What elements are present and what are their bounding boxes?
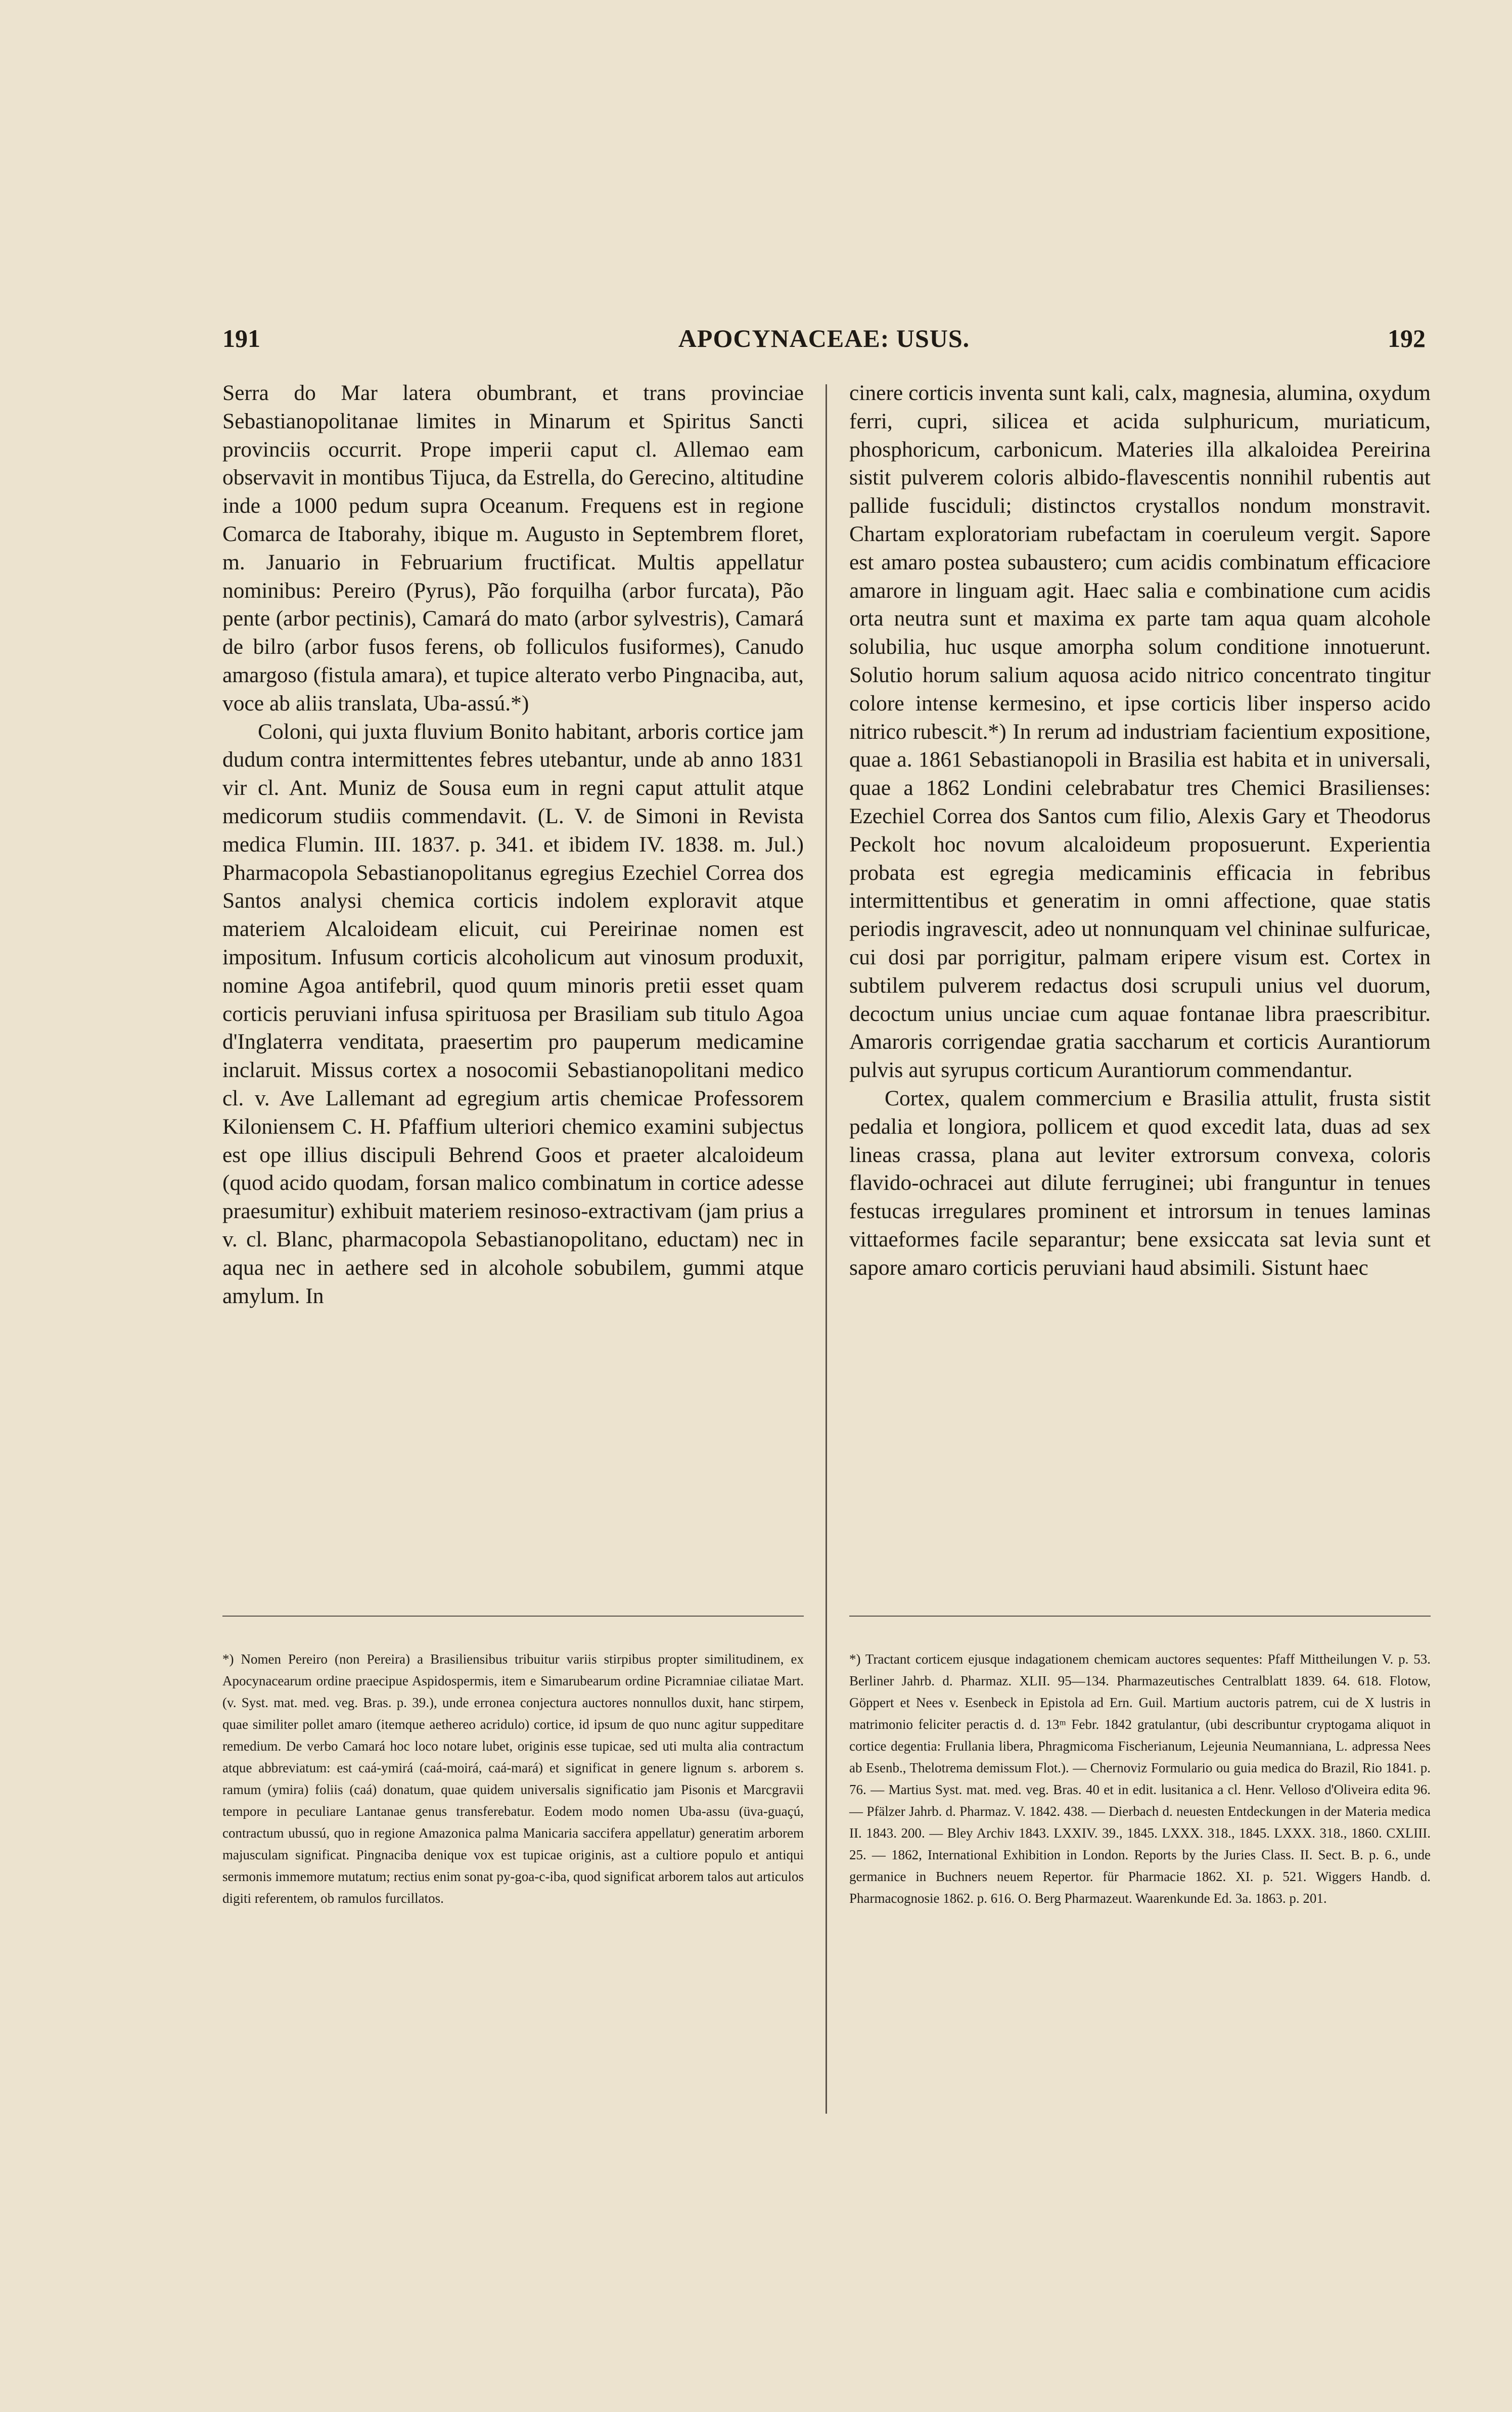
left-paragraph-2: Coloni, qui juxta fluvium Bonito habitant, arboris cortice jam dudum contra intermittentes febres utebantur, unde ab anno 1831 vir cl. Ant. Muniz de Sousa eum in regni caput attulit atque medicorum studiis commendavit. (L. V. de Simoni in Revista medica Flumin. III. 1837. p. 341. et ibidem IV. 1838. m. Jul.) Pharmacopola Sebastianopolitanus egregius Ezechiel Correa dos Santos analysi chemica corticis indolem exploravit atque materiem Alcaloideam elicuit, cui Pereirinae nomen est impositum. Infusum corticis alcoholicum aut vinosum produxit, nomine Agoa antifebril, quod quum minoris pretii esset quam corticis peruviani infusa spirituosa per Brasiliam sub titulo Agoa d'Inglaterra venditata, praesertim pro pauperum medicamine inclaruit. Missus cortex a nosocomii Sebastianopolitani medico cl. v. Ave Lallemant ad egregium artis chemicae Professorem Kiloniensem C. H. Pfaffium ulteriori chemico examini subjectus est ope illius discipuli Behrend Goos et praeter alcaloideum (quod acido quodam, forsan malico combinatum in cortice adesse praesumitur) exhibuit materiem resinoso-extractivam (jam prius a v. cl. Blanc, pharmacopola Sebastianopolitano, eductam) nec in aqua nec in aethere sed in alcohole sobubilem, gummi atque amylum. In	[222, 719, 804, 1308]
right-column	[849, 379, 1431, 1282]
left-paragraph-1: Serra do Mar latera obumbrant, et trans provinciae Sebastianopolitanae limites in Minarum et Spiritus Sancti provinciis occurrit. Prope imperii caput cl. Allemao eam observavit in montibus Tijuca, da Estrella, do Gerecino, altitudine inde a 1000 pedum supra Oceanum. Frequens est in regione Comarca de Itaborahy, ibique m. Augusto in Septembrem floret, m. Januario in Februarium fructificat. Multis appellatur nominibus: Pereiro (Pyrus), Pão forquilha (arbor furcata), Pão pente (arbor pectinis), Camará do mato (arbor sylvestris), Camará de bilro (arbor fusos ferens, ob folliculos fusiformes), Canudo amargoso (fistula amara), et tupice alterato verbo Pingnaciba, aut, voce ab aliis translata, Uba-assú.*)	[222, 381, 804, 716]
running-title: APOCYNACEAE: USUS.	[678, 324, 970, 352]
page-number-left: 191	[222, 324, 260, 352]
column-divider	[826, 384, 827, 2114]
footnote-right: *) Tractant corticem ejusque indagationem chemicam auctores sequentes: Pfaff Mittheilungen V. p. 53. Berliner Jahrb. d. Pharmaz. XLII. 95—134. Pharmazeutisches Centralblatt 1839. 64. 618. Flotow, Göppert et Nees v. Esenbeck in Epistola ad Ern. Guil. Martium auctoris patrem, cui de X lustris in matrimonio feliciter peractis d. d. 13ᵐ Febr. 1842 gratulantur, (ubi describuntur cryptogama aliquot in cortice degentia: Frullania libera, Phragmicoma Fischerianum, Lejeunia Neumanniana, L. adpressa Nees ab Esenb., Thelotrema demissum Flot.). — Chernoviz Formulario ou guia medica do Brazil, Rio 1841. p. 76. — Martius Syst. mat. med. veg. Bras. 40 et in edit. lusitanica a cl. Henr. Velloso d'Oliveira edita 96. — Pfälzer Jahrb. d. Pharmaz. V. 1842. 438. — Dierbach d. neuesten Entdeckungen in der Materia medica II. 1843. 200. — Bley Archiv 1843. LXXIV. 39., 1845. LXXX. 318., 1845. LXXX. 318., 1860. CXLIII. 25. — 1862, International Exhibition in London. Reports by the Juries Class. II. Sect. B. p. 6., unde germanice in Buchners neuem Repertor. für Pharmacie 1862. XI. p. 521. Wiggers Handb. d. Pharmacognosie 1862. p. 616. O. Berg Pharmazeut. Waarenkunde Ed. 3a. 1863. p. 201.	[849, 1651, 1431, 1906]
page-header	[222, 324, 1426, 364]
footnote-rule-left	[222, 1616, 804, 1617]
left-column	[222, 379, 804, 1310]
right-paragraph-2: Cortex, qualem commercium e Brasilia attulit, frusta sistit pedalia et longiora, pollicem et quod excedit lata, duas ad sex lineas crassa, plana aut leviter extrorsum convexa, coloris flavido-ochracei aut dilute ferruginei; ubi franguntur in tenues festucas irregulares prominent et introrsum in tenues laminas vittaeformes facile separantur; bene exsiccata sat levia sunt et sapore amaro corticis peruviani haud absimili. Sistunt haec	[849, 1086, 1431, 1280]
right-paragraph-1: cinere corticis inventa sunt kali, calx, magnesia, alumina, oxydum ferri, cupri, silicea et acida sulphuricum, muriaticum, phosphoricum, carbonicum. Materies illa alkaloidea Pereirina sistit pulverem coloris albido-flavescentis nonnihil rubentis aut pallide fusciduli; distinctos crystallos nondum monstravit. Chartam exploratoriam rubefactam in coeruleum vergit. Sapore est amaro postea subaustero; cum acidis combinatum efficaciore amarore in linguam agit. Haec salia e combinatione cum acidis orta neutra sunt et maxima ex parte tam aqua quam alcohole solubilia, huc usque amorpha solum conditione innotuerunt. Solutio horum salium aquosa acido nitrico concentrato tingitur colore intense kermesino, et ipse corticis liber insperso acido nitrico rubescit.*) In rerum ad industriam facientium expositione, quae a. 1861 Sebastianopoli in Brasilia est habita et in universali, quae a 1862 Londini celebrabatur tres Chemici Brasilienses: Ezechiel Correa dos Santos cum filio, Alexis Gary et Theodorus Peckolt hoc novum alcaloideum proposuerunt. Experientia probata est egregia medicaminis efficacia in febribus intermittentibus et generatim in omni affectione, quae statis periodis ingravescit, adeo ut nonnunquam vel chininae sulfuricae, cui dosi par porrigitur, palmam eripere visum est. Cortex in subtilem pulverem redactus dosi scrupuli unius vel duorum, decoctum unius unciae cum aquae fontanae libra praescribitur. Amaroris corrigendae gratia saccharum et corticis Aurantiorum pulvis aut syrupus corticum Aurantiorum commendantur.	[849, 381, 1431, 1083]
page-number-right: 192	[1388, 324, 1426, 352]
footnote-rule-right	[849, 1616, 1431, 1617]
footnote-left: *) Nomen Pereiro (non Pereira) a Brasiliensibus tribuitur variis stirpibus propter similitudinem, ex Apocynacearum ordine praecipue Aspidospermis, item e Simarubearum ordine Picramniae ciliatae Mart. (v. Syst. mat. med. veg. Bras. p. 39.), unde erronea conjectura auctores nonnullos duxit, hanc stirpem, quae similiter pollet amaro (itemque aethereo acridulo) cortice, id ipsum de quo nunc agitur suppeditare remedium. De verbo Camará hoc loco notare lubet, originis esse tupicae, sed uti multa alia contractum atque abbreviatum: est caá-ymirá (caá-moirá, caá-mará) et significat in genere lignum s. arborem s. ramum (ymira) foliis (caá) donatum, quae quidem universalis significatio jam Pisonis et Marcgravii tempore in peculiare Lantanae genus transferebatur. Eodem modo nomen Uba-assu (üva-guaçú, contractum ubussú, quo in regione Amazonica palma Manicaria saccifera appellatur) generatim arborem majusculam significat. Pingnaciba denique vox est tupicae originis, ast a cultiore populo et antiqui sermonis immemore mutatum; rectius enim sonat py-goa-c-iba, quod significat arborem talos aut articulos digiti referentem, ob ramulos furcillatos.	[222, 1651, 804, 1906]
